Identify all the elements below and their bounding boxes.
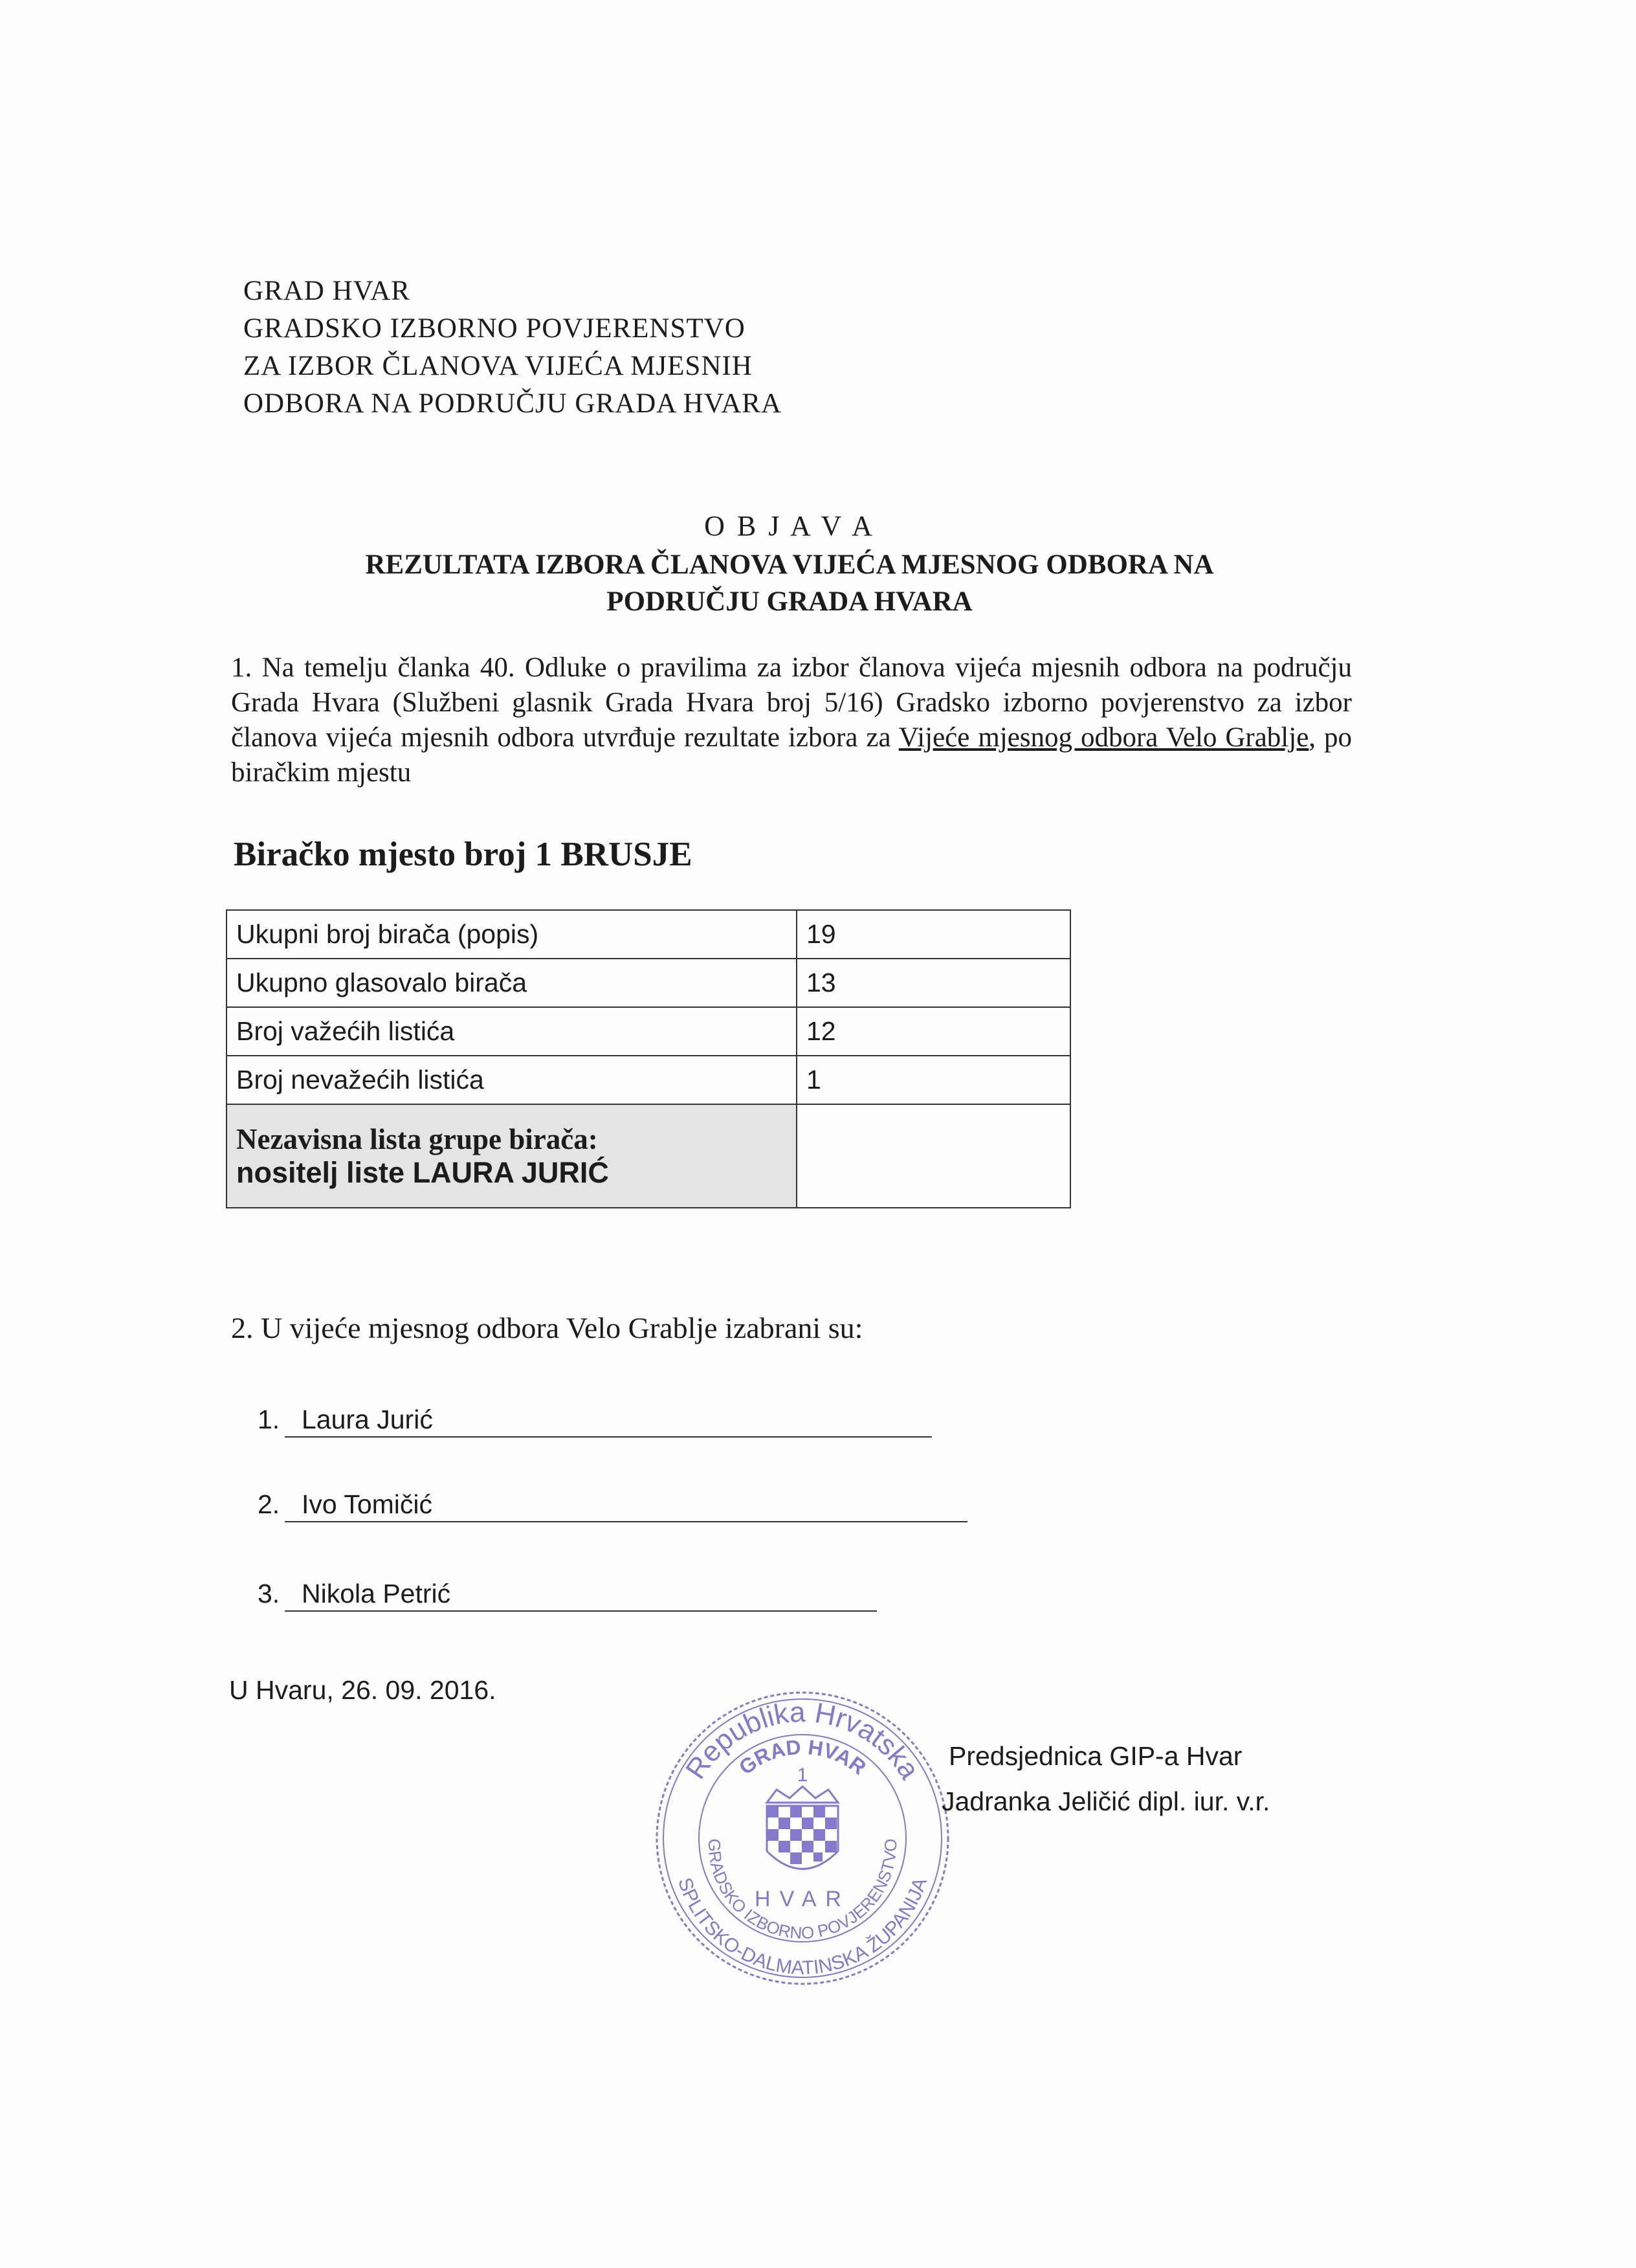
member-name: Nikola Petrić (302, 1579, 451, 1608)
official-stamp (647, 1683, 958, 1994)
stamp-inner-bottom-text: GRADSKO IZBORNO POVJERENSTVO (704, 1838, 901, 1943)
issuer-line-2: GRADSKO IZBORNO POVJERENSTVO (243, 313, 746, 344)
row-label: Ukupni broj birača (popis) (227, 910, 797, 959)
paragraph-1-underlined: Vijeće mjesnog odbora Velo Grablje (898, 722, 1309, 753)
row-label: Broj važećih listića (227, 1007, 797, 1056)
signature-line (285, 1610, 877, 1612)
signature-line (285, 1520, 967, 1522)
document-subtitle-1: REZULTATA IZBORA ČLANOVA VIJEĆA MJESNOG ODBORA NA (365, 550, 1214, 580)
list-row-label-line-1: Nezavisna lista grupe birača: (236, 1123, 598, 1155)
row-value: 13 (797, 959, 1070, 1007)
stamp-outer-top-text: Republika Hrvatska (680, 1696, 926, 1785)
issuer-line-3: ZA IZBOR ČLANOVA VIJEĆA MJESNIH (243, 351, 753, 381)
paragraph-1-tail: , po biračkim mjestu (231, 722, 1353, 788)
signature-role: Predsjednica GIP-a Hvar (949, 1741, 1243, 1771)
document-title: O B J A V A (704, 510, 875, 542)
signature-name: Jadranka Jeličić dipl. iur. v.r. (942, 1786, 1270, 1816)
results-table (226, 909, 1071, 1208)
elected-member-1 (258, 1405, 433, 1435)
issuer-line-4: ODBORA NA PODRUČJU GRADA HVARA (243, 388, 782, 419)
paragraph-2: 2. U vijeće mjesnog odbora Velo Grablje izabrani su: (231, 1311, 863, 1344)
table-row (227, 1056, 1070, 1104)
list-row-label (227, 1104, 797, 1208)
member-number: 1. (258, 1405, 280, 1434)
list-row-value (797, 1104, 1070, 1208)
paragraph-1 (231, 650, 1352, 790)
coat-of-arms-icon (767, 1786, 838, 1869)
stamp-number: 1 (797, 1764, 808, 1786)
stamp-inner-top-text: GRAD HVAR (734, 1735, 871, 1779)
member-number: 3. (258, 1579, 280, 1608)
paragraph-1-text: 1. Na temelju članka 40. Odluke o pravilima za izbor članova vijeća mjesnih odbora na području Grada Hvara (Službeni glasnik Grada Hvara broj 5/16) Gradsko izborno povjerenstvo za izbor članova vijeća mjesnih odbora utvrđuje rezultate izbora za (231, 652, 1352, 753)
table-row (227, 1007, 1070, 1056)
table-row (227, 959, 1070, 1007)
row-value: 1 (797, 1056, 1070, 1104)
stamp-center-text: HVAR (755, 1887, 850, 1911)
row-value: 19 (797, 910, 1070, 959)
signature-line (285, 1436, 932, 1438)
row-value: 12 (797, 1007, 1070, 1056)
stamp-outer-bottom-text: SPLITSKO-DALMATINSKA ŽUPANIJA (673, 1874, 932, 1979)
document-subtitle-2: PODRUČJU GRADA HVARA (606, 586, 973, 617)
member-name: Ivo Tomičić (302, 1489, 433, 1519)
member-number: 2. (258, 1489, 280, 1519)
list-row-label-line-2: nositelj liste LAURA JURIĆ (236, 1156, 609, 1189)
polling-station-title: Biračko mjesto broj 1 BRUSJE (234, 836, 692, 873)
row-label: Ukupno glasovalo birača (227, 959, 797, 1007)
date-place: U Hvaru, 26. 09. 2016. (229, 1675, 496, 1705)
list-row (227, 1104, 1070, 1208)
issuer-line-1: GRAD HVAR (243, 276, 410, 306)
member-name: Laura Jurić (302, 1405, 433, 1434)
elected-member-2 (258, 1489, 432, 1520)
row-label: Broj nevažećih listića (227, 1056, 797, 1104)
table-row (227, 910, 1070, 959)
elected-member-3 (258, 1579, 450, 1609)
